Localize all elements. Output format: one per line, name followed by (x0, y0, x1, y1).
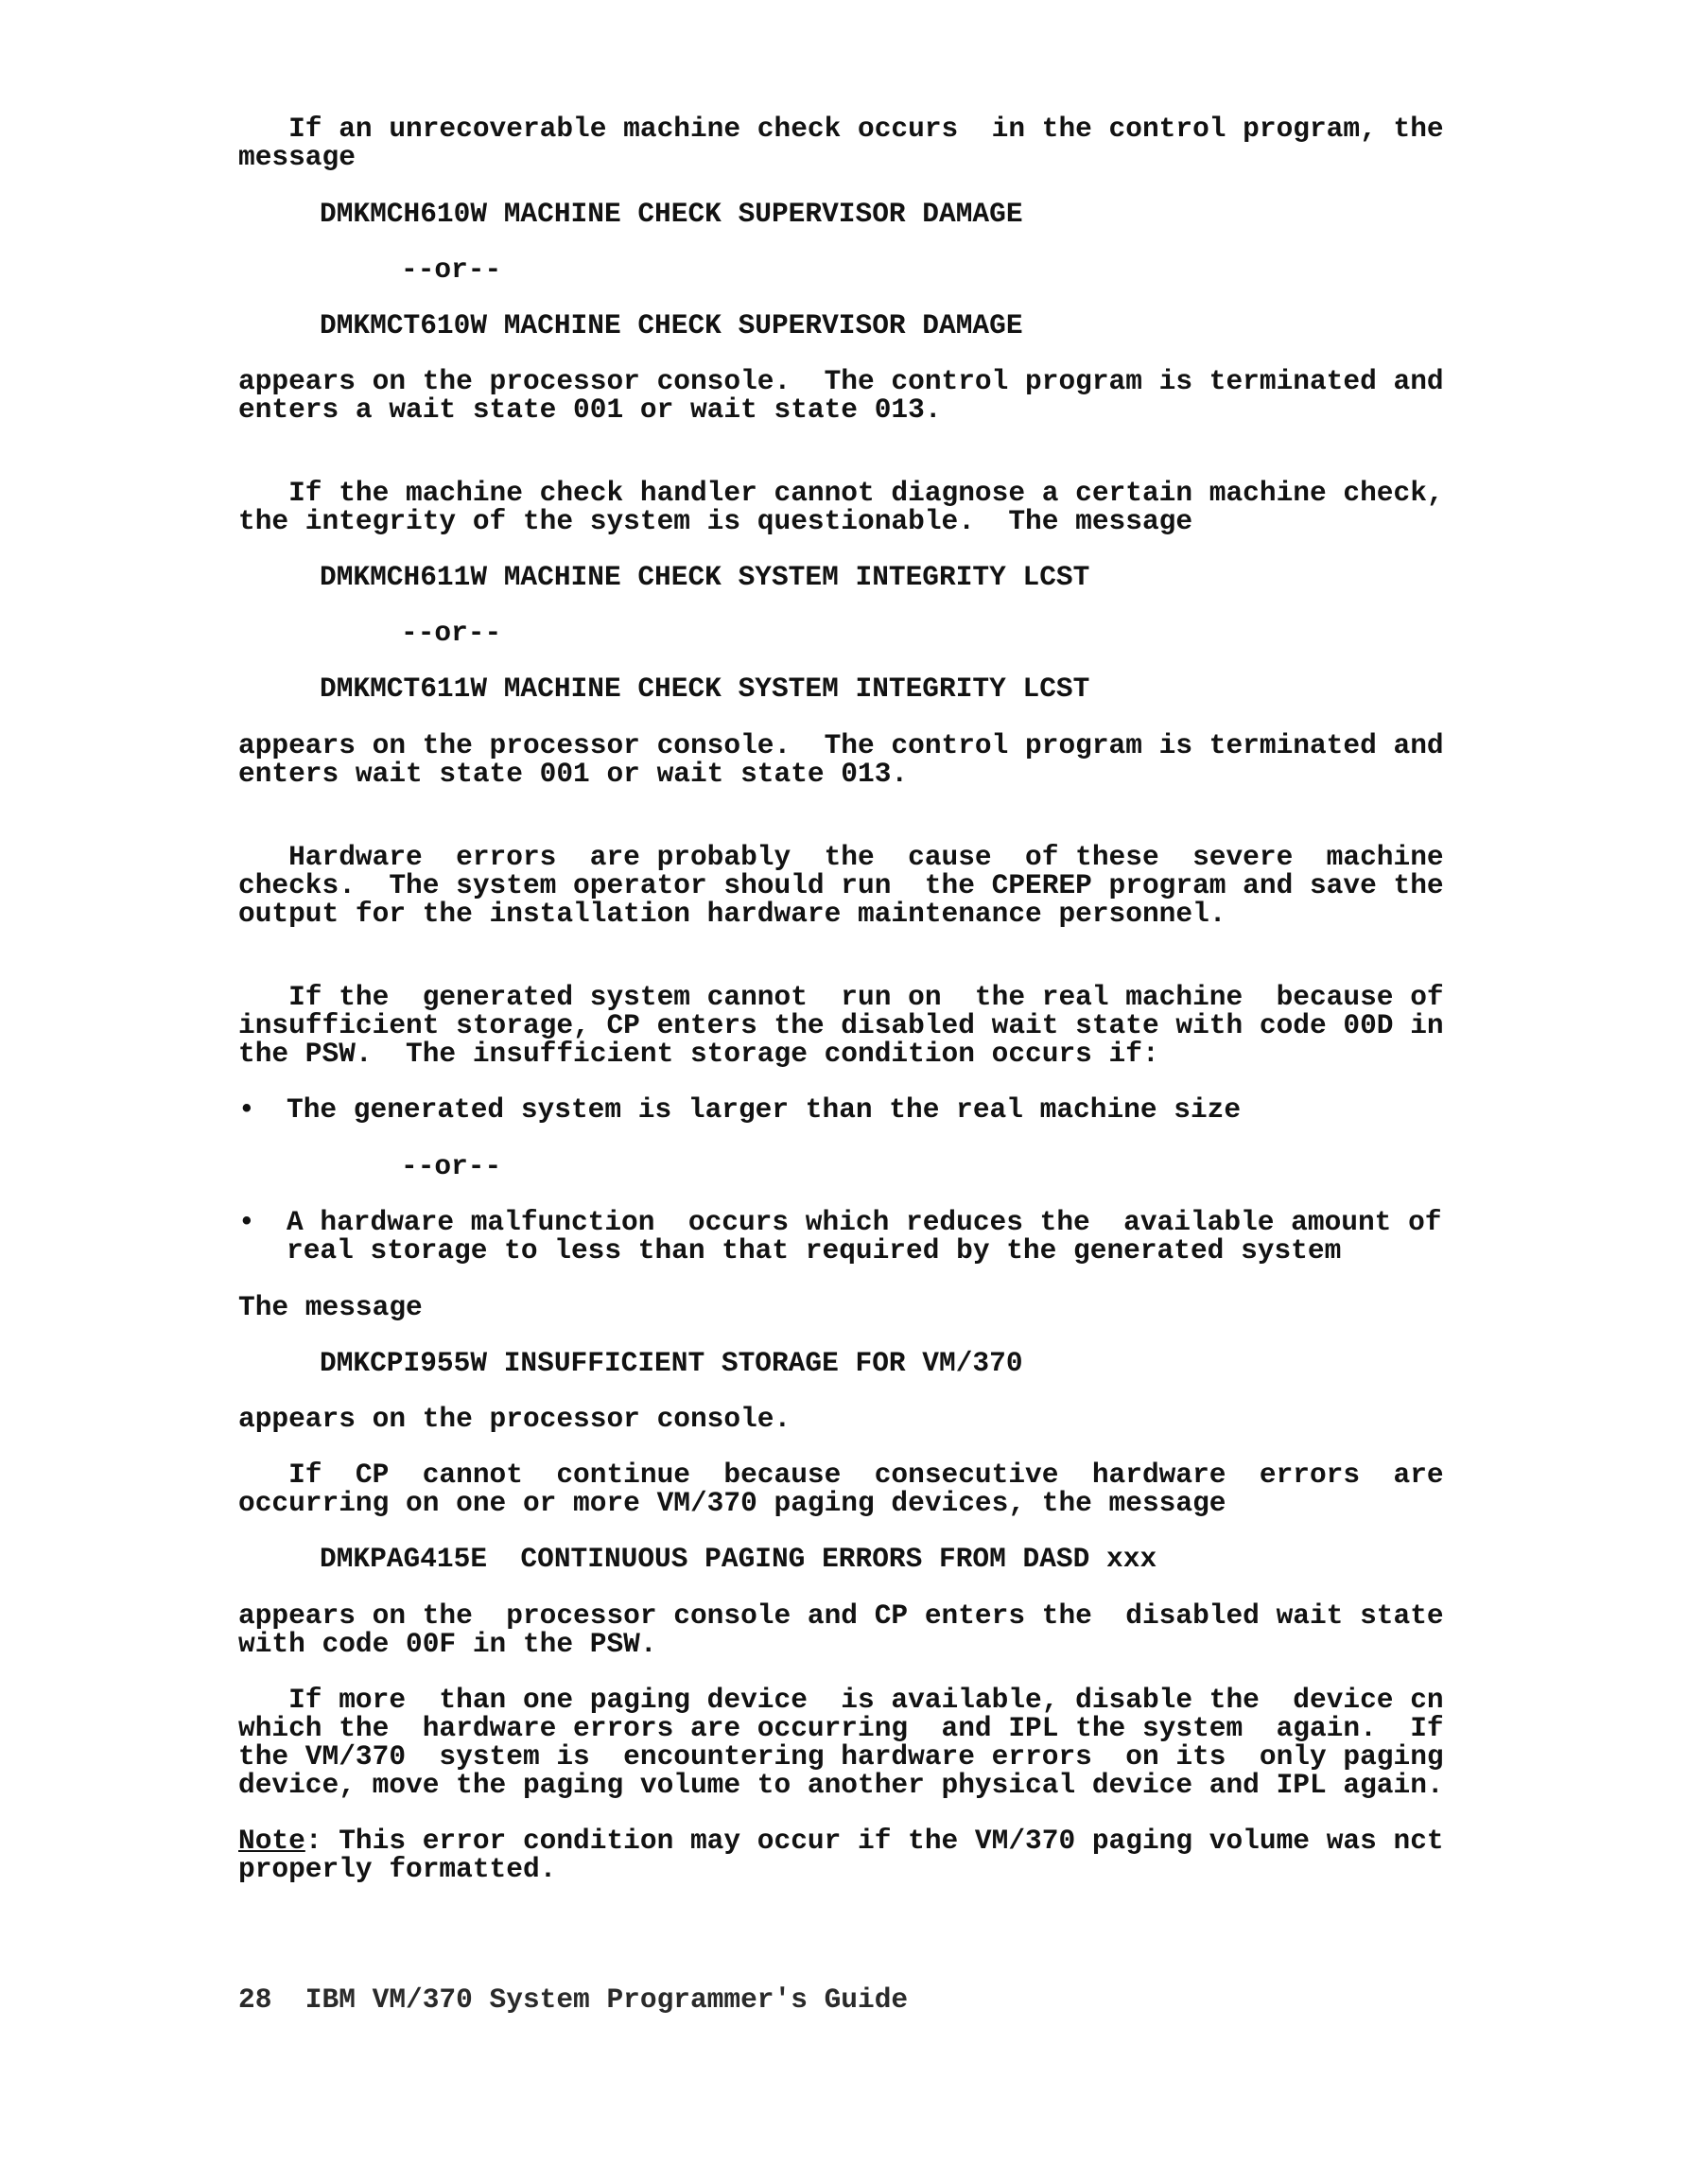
message-code-pag415e: DMKPAG415E CONTINUOUS PAGING ERRORS FROM DASD xxx (320, 1543, 1157, 1575)
para2-line2: enters a wait state 001 or wait state 013. (238, 393, 942, 426)
message-code-cpi955w: DMKCPI955W INSUFFICIENT STORAGE FOR VM/370 (320, 1347, 1023, 1379)
para3-line1: If the machine check handler cannot diagnose a certain machine check, (238, 477, 1444, 509)
para9-line1: If CP cannot continue because consecutive hardware errors are (238, 1459, 1444, 1491)
para6-line2: insufficient storage, CP enters the disabled wait state with code 00D in (238, 1009, 1444, 1041)
para5-line3: output for the installation hardware maintenance personnel. (238, 898, 1226, 930)
message-code-mch610w: DMKMCH610W MACHINE CHECK SUPERVISOR DAMAGE (320, 198, 1023, 230)
bullet-1-marker: • (238, 1093, 255, 1126)
note-label: Note (238, 1825, 305, 1857)
or-separator: --or-- (401, 617, 502, 649)
message-code-mct610w: DMKMCT610W MACHINE CHECK SUPERVISOR DAMAGE (320, 309, 1023, 341)
para1-line1: If an unrecoverable machine check occurs in the control program, the (238, 113, 1444, 145)
page-footer: 28 IBM VM/370 System Programmer's Guide (238, 1983, 909, 2016)
para7: The message (238, 1291, 423, 1323)
note-text: : This error condition may occur if the VM/370 paging volume was nct (304, 1825, 1444, 1857)
bullet-2-text-line1: A hardware malfunction occurs which reduces the available amount of (287, 1206, 1442, 1238)
note-line2: properly formatted. (238, 1853, 557, 1885)
or-separator: --or-- (401, 253, 502, 286)
bullet-1-text: The generated system is larger than the real machine size (287, 1093, 1242, 1126)
para11-line3: the VM/370 system is encountering hardware errors on its only paging (238, 1740, 1444, 1773)
para6-line1: If the generated system cannot run on the real machine because of (238, 981, 1444, 1013)
para2-line1: appears on the processor console. The control program is terminated and (238, 365, 1444, 397)
para8: appears on the processor console. (238, 1403, 791, 1435)
para9-line2: occurring on one or more VM/370 paging devices, the message (238, 1487, 1226, 1519)
para10-line2: with code 00F in the PSW. (238, 1628, 657, 1660)
para11-line1: If more than one paging device is available, disable the device cn (238, 1684, 1444, 1716)
para11-line2: which the hardware errors are occurring and IPL the system again. If (238, 1712, 1444, 1744)
para5-line2: checks. The system operator should run the CPEREP program and save the (238, 869, 1444, 901)
para1-line2: message (238, 141, 356, 173)
note-line1 (238, 1827, 1444, 1856)
or-separator: --or-- (401, 1150, 502, 1182)
para4-line1: appears on the processor console. The control program is terminated and (238, 729, 1444, 761)
para10-line1: appears on the processor console and CP enters the disabled wait state (238, 1599, 1444, 1632)
bullet-2-marker: • (238, 1206, 255, 1238)
para11-line4: device, move the paging volume to another physical device and IPL again. (238, 1769, 1444, 1801)
para4-line2: enters wait state 001 or wait state 013. (238, 758, 909, 790)
bullet-2-text-line2: real storage to less than that required by the generated system (287, 1234, 1342, 1267)
message-code-mch611w: DMKMCH611W MACHINE CHECK SYSTEM INTEGRITY LCST (320, 561, 1090, 593)
para3-line2: the integrity of the system is questionable. The message (238, 505, 1193, 537)
para6-line3: the PSW. The insufficient storage condition occurs if: (238, 1038, 1159, 1070)
para5-line1: Hardware errors are probably the cause of these severe machine (238, 841, 1444, 873)
message-code-mct611w: DMKMCT611W MACHINE CHECK SYSTEM INTEGRITY LCST (320, 673, 1090, 705)
